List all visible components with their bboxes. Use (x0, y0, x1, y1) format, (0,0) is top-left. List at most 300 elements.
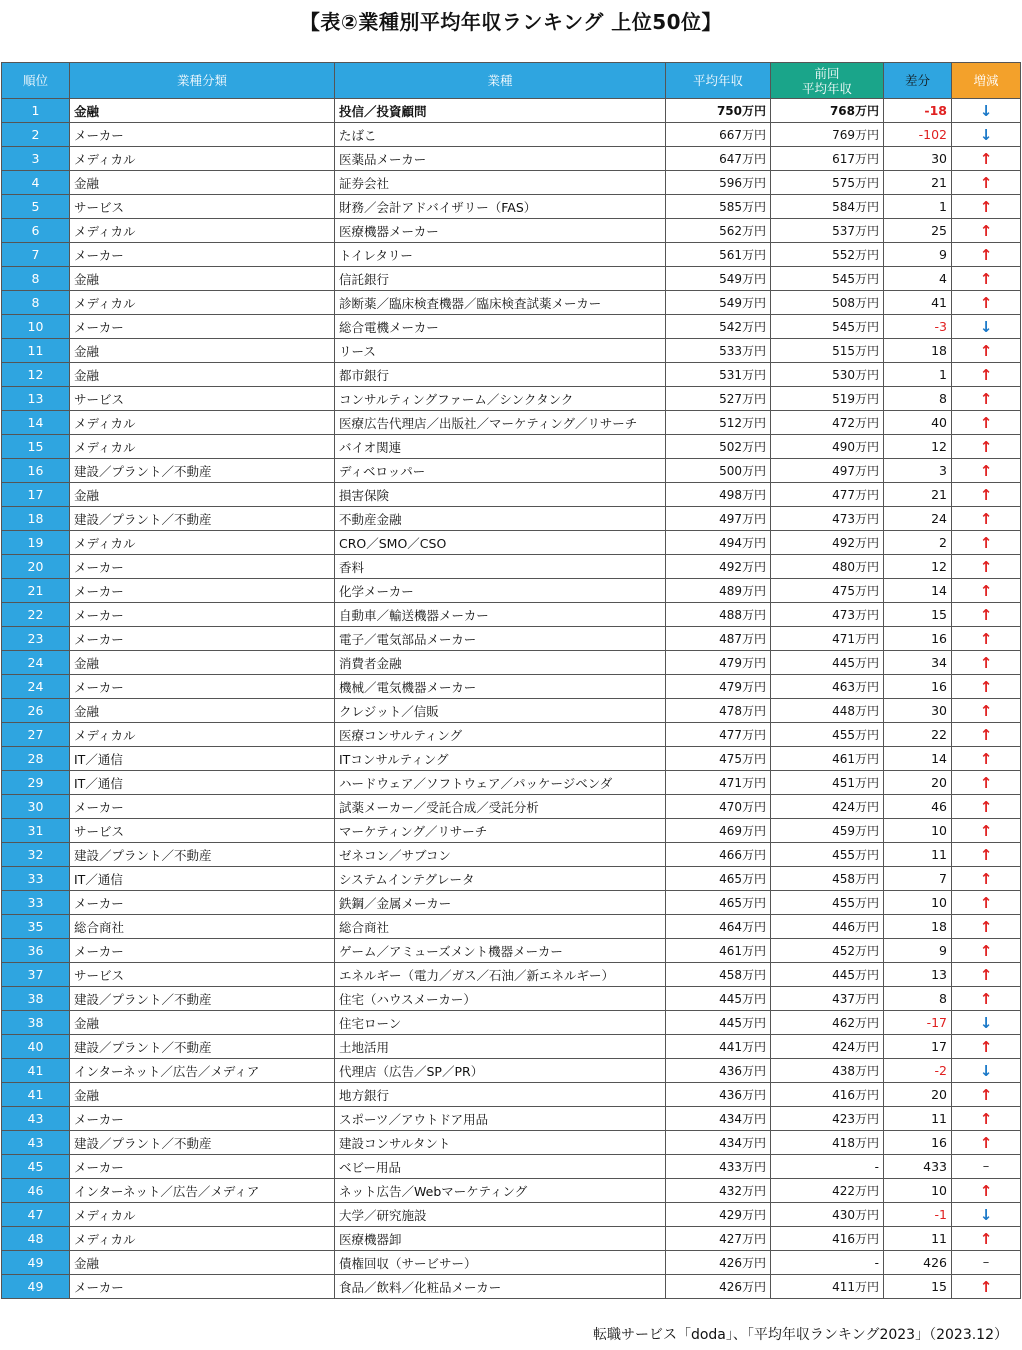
industry-cell: 自動車／輸送機器メーカー (335, 603, 666, 627)
previous-salary-cell: 545万円 (771, 267, 884, 291)
rank-cell: 26 (2, 699, 70, 723)
table-row (2, 123, 1021, 147)
industry-cell: 土地活用 (335, 1035, 666, 1059)
category-cell: 建設／プラント／不動産 (70, 507, 335, 531)
category-cell: メディカル (70, 1227, 335, 1251)
category-cell: メーカー (70, 1275, 335, 1299)
diff-cell: 8 (884, 987, 952, 1011)
table-row (2, 1035, 1021, 1059)
category-cell: メディカル (70, 411, 335, 435)
arrow-down-icon: ↓ (952, 315, 1021, 339)
arrow-down-icon: ↓ (952, 123, 1021, 147)
rank-cell: 23 (2, 627, 70, 651)
arrow-up-icon: ↑ (952, 555, 1021, 579)
industry-cell: 不動産金融 (335, 507, 666, 531)
salary-cell: 427万円 (666, 1227, 771, 1251)
previous-salary-cell: 769万円 (771, 123, 884, 147)
salary-cell: 436万円 (666, 1059, 771, 1083)
previous-salary-cell: 519万円 (771, 387, 884, 411)
rank-cell: 7 (2, 243, 70, 267)
previous-salary-cell: 545万円 (771, 315, 884, 339)
salary-cell: 426万円 (666, 1251, 771, 1275)
category-cell: 総合商社 (70, 915, 335, 939)
salary-cell: 561万円 (666, 243, 771, 267)
previous-salary-cell: 575万円 (771, 171, 884, 195)
arrow-up-icon: ↑ (952, 603, 1021, 627)
diff-cell: 3 (884, 459, 952, 483)
table-row (2, 363, 1021, 387)
diff-cell: 12 (884, 435, 952, 459)
category-cell: 建設／プラント／不動産 (70, 843, 335, 867)
diff-cell: 16 (884, 675, 952, 699)
category-cell: 建設／プラント／不動産 (70, 459, 335, 483)
industry-cell: 医療広告代理店／出版社／マーケティング／リサーチ (335, 411, 666, 435)
arrow-up-icon: ↑ (952, 747, 1021, 771)
category-cell: 金融 (70, 651, 335, 675)
table-row (2, 1107, 1021, 1131)
industry-cell: 投信／投資顧問 (335, 99, 666, 123)
salary-cell: 479万円 (666, 675, 771, 699)
table-row (2, 1083, 1021, 1107)
category-cell: メーカー (70, 123, 335, 147)
previous-salary-cell: 448万円 (771, 699, 884, 723)
ranking-table (1, 62, 1021, 1299)
rank-cell: 49 (2, 1275, 70, 1299)
table-row (2, 411, 1021, 435)
industry-cell: 証券会社 (335, 171, 666, 195)
industry-cell: 診断薬／臨床検査機器／臨床検査試薬メーカー (335, 291, 666, 315)
ranking-rows (2, 99, 1021, 1299)
rank-cell: 16 (2, 459, 70, 483)
rank-cell: 24 (2, 675, 70, 699)
diff-cell: -102 (884, 123, 952, 147)
industry-cell: ハードウェア／ソフトウェア／パッケージベンダ (335, 771, 666, 795)
category-cell: 金融 (70, 171, 335, 195)
category-cell: メディカル (70, 1203, 335, 1227)
rank-cell: 11 (2, 339, 70, 363)
salary-cell: 466万円 (666, 843, 771, 867)
salary-cell: 667万円 (666, 123, 771, 147)
diff-cell: 14 (884, 579, 952, 603)
industry-cell: コンサルティングファーム／シンクタンク (335, 387, 666, 411)
salary-cell: 562万円 (666, 219, 771, 243)
table-row (2, 555, 1021, 579)
table-row (2, 987, 1021, 1011)
arrow-up-icon: ↑ (952, 1227, 1021, 1251)
industry-cell: たばこ (335, 123, 666, 147)
arrow-up-icon: ↑ (952, 723, 1021, 747)
salary-cell: 478万円 (666, 699, 771, 723)
salary-cell: 432万円 (666, 1179, 771, 1203)
arrow-up-icon: ↑ (952, 867, 1021, 891)
category-cell: 建設／プラント／不動産 (70, 987, 335, 1011)
industry-cell: 食品／飲料／化粧品メーカー (335, 1275, 666, 1299)
salary-cell: 549万円 (666, 291, 771, 315)
arrow-up-icon: ↑ (952, 531, 1021, 555)
arrow-up-icon: ↑ (952, 1275, 1021, 1299)
diff-cell: 21 (884, 483, 952, 507)
category-cell: メーカー (70, 1107, 335, 1131)
table-row (2, 291, 1021, 315)
salary-cell: 750万円 (666, 99, 771, 123)
rank-cell: 38 (2, 1011, 70, 1035)
table-row (2, 747, 1021, 771)
category-cell: 金融 (70, 339, 335, 363)
industry-cell: 鉄鋼／金属メーカー (335, 891, 666, 915)
diff-cell: 40 (884, 411, 952, 435)
previous-salary-cell: 455万円 (771, 891, 884, 915)
category-cell: 金融 (70, 1083, 335, 1107)
table-row (2, 267, 1021, 291)
industry-cell: 損害保険 (335, 483, 666, 507)
table-row (2, 795, 1021, 819)
rank-cell: 3 (2, 147, 70, 171)
table-row (2, 963, 1021, 987)
rank-cell: 12 (2, 363, 70, 387)
page-title: 【表②業種別平均年収ランキング 上位50位】 (299, 10, 723, 34)
arrow-up-icon: ↑ (952, 267, 1021, 291)
salary-cell: 498万円 (666, 483, 771, 507)
category-cell: メディカル (70, 147, 335, 171)
diff-cell: 24 (884, 507, 952, 531)
industry-cell: エネルギー（電力／ガス／石油／新エネルギー） (335, 963, 666, 987)
previous-salary-cell: 584万円 (771, 195, 884, 219)
table-row (2, 891, 1021, 915)
industry-cell: 信託銀行 (335, 267, 666, 291)
diff-cell: 41 (884, 291, 952, 315)
dash-icon: – (952, 1251, 1021, 1275)
previous-salary-cell: 537万円 (771, 219, 884, 243)
previous-salary-cell: 430万円 (771, 1203, 884, 1227)
arrow-down-icon: ↓ (952, 99, 1021, 123)
diff-cell: 9 (884, 243, 952, 267)
industry-cell: 消費者金融 (335, 651, 666, 675)
table-row (2, 315, 1021, 339)
table-row (2, 459, 1021, 483)
arrow-up-icon: ↑ (952, 651, 1021, 675)
table-row (2, 867, 1021, 891)
rank-cell: 28 (2, 747, 70, 771)
rank-cell: 43 (2, 1131, 70, 1155)
category-cell: IT／通信 (70, 747, 335, 771)
salary-cell: 458万円 (666, 963, 771, 987)
previous-salary-cell: 411万円 (771, 1275, 884, 1299)
rank-cell: 22 (2, 603, 70, 627)
table-row (2, 1059, 1021, 1083)
industry-cell: 香料 (335, 555, 666, 579)
table-row (2, 819, 1021, 843)
category-cell: 金融 (70, 1251, 335, 1275)
salary-header: 平均年収 (666, 63, 771, 99)
table-row (2, 1251, 1021, 1275)
industry-cell: 住宅ローン (335, 1011, 666, 1035)
table-row (2, 195, 1021, 219)
table-row (2, 147, 1021, 171)
salary-cell: 527万円 (666, 387, 771, 411)
previous-salary-cell: 472万円 (771, 411, 884, 435)
previous-salary-header (771, 63, 884, 99)
salary-cell: 464万円 (666, 915, 771, 939)
arrow-down-icon: ↓ (952, 1011, 1021, 1035)
category-cell: メーカー (70, 603, 335, 627)
table-row (2, 1275, 1021, 1299)
previous-salary-cell: 475万円 (771, 579, 884, 603)
category-cell: メーカー (70, 891, 335, 915)
diff-cell: 18 (884, 915, 952, 939)
salary-cell: 426万円 (666, 1275, 771, 1299)
salary-cell: 471万円 (666, 771, 771, 795)
category-cell: メーカー (70, 243, 335, 267)
diff-cell: 15 (884, 603, 952, 627)
table-row (2, 219, 1021, 243)
rank-cell: 40 (2, 1035, 70, 1059)
category-cell: IT／通信 (70, 771, 335, 795)
category-cell: メーカー (70, 555, 335, 579)
arrow-up-icon: ↑ (952, 1035, 1021, 1059)
category-cell: 金融 (70, 483, 335, 507)
arrow-down-icon: ↓ (952, 1203, 1021, 1227)
category-cell: 金融 (70, 699, 335, 723)
salary-cell: 477万円 (666, 723, 771, 747)
category-cell: 金融 (70, 1011, 335, 1035)
salary-cell: 497万円 (666, 507, 771, 531)
industry-cell: CRO／SMO／CSO (335, 531, 666, 555)
diff-cell: 25 (884, 219, 952, 243)
diff-cell: 4 (884, 267, 952, 291)
table-row (2, 699, 1021, 723)
rank-cell: 18 (2, 507, 70, 531)
industry-cell: 地方銀行 (335, 1083, 666, 1107)
rank-cell: 6 (2, 219, 70, 243)
industry-cell: 医療機器卸 (335, 1227, 666, 1251)
table-row (2, 387, 1021, 411)
rank-cell: 29 (2, 771, 70, 795)
industry-cell: 電子／電気部品メーカー (335, 627, 666, 651)
diff-cell: 2 (884, 531, 952, 555)
salary-cell: 542万円 (666, 315, 771, 339)
rank-cell: 41 (2, 1059, 70, 1083)
category-cell: 建設／プラント／不動産 (70, 1131, 335, 1155)
table-row (2, 243, 1021, 267)
diff-cell: -17 (884, 1011, 952, 1035)
category-cell: メーカー (70, 1155, 335, 1179)
trend-header: 増減 (952, 63, 1021, 99)
industry-cell: 大学／研究施設 (335, 1203, 666, 1227)
rank-cell: 14 (2, 411, 70, 435)
industry-cell: ネット広告／Webマーケティング (335, 1179, 666, 1203)
previous-salary-cell: 473万円 (771, 603, 884, 627)
industry-cell: 機械／電気機器メーカー (335, 675, 666, 699)
salary-cell: 533万円 (666, 339, 771, 363)
table-row (2, 771, 1021, 795)
industry-cell: 総合商社 (335, 915, 666, 939)
arrow-up-icon: ↑ (952, 339, 1021, 363)
category-cell: メディカル (70, 219, 335, 243)
rank-cell: 46 (2, 1179, 70, 1203)
salary-cell: 492万円 (666, 555, 771, 579)
arrow-up-icon: ↑ (952, 939, 1021, 963)
arrow-up-icon: ↑ (952, 819, 1021, 843)
industry-header: 業種 (335, 63, 666, 99)
rank-cell: 35 (2, 915, 70, 939)
category-header: 業種分類 (70, 63, 335, 99)
salary-cell: 502万円 (666, 435, 771, 459)
diff-cell: 20 (884, 1083, 952, 1107)
rank-cell: 27 (2, 723, 70, 747)
rank-cell: 37 (2, 963, 70, 987)
previous-salary-cell: 617万円 (771, 147, 884, 171)
arrow-up-icon: ↑ (952, 1083, 1021, 1107)
dash-icon: – (952, 1155, 1021, 1179)
arrow-up-icon: ↑ (952, 771, 1021, 795)
salary-cell: 531万円 (666, 363, 771, 387)
rank-cell: 15 (2, 435, 70, 459)
arrow-up-icon: ↑ (952, 627, 1021, 651)
industry-cell: ベビー用品 (335, 1155, 666, 1179)
arrow-up-icon: ↑ (952, 459, 1021, 483)
diff-cell: -2 (884, 1059, 952, 1083)
previous-salary-cell: 473万円 (771, 507, 884, 531)
diff-cell: 46 (884, 795, 952, 819)
previous-salary-cell: 451万円 (771, 771, 884, 795)
salary-cell: 434万円 (666, 1107, 771, 1131)
diff-cell: 10 (884, 891, 952, 915)
salary-cell: 465万円 (666, 867, 771, 891)
arrow-up-icon: ↑ (952, 195, 1021, 219)
diff-cell: 16 (884, 1131, 952, 1155)
table-row (2, 651, 1021, 675)
table-row (2, 1179, 1021, 1203)
salary-cell: 500万円 (666, 459, 771, 483)
diff-cell: 10 (884, 1179, 952, 1203)
category-cell: メーカー (70, 579, 335, 603)
table-row (2, 723, 1021, 747)
previous-salary-cell: 480万円 (771, 555, 884, 579)
industry-cell: マーケティング／リサーチ (335, 819, 666, 843)
table-row (2, 627, 1021, 651)
arrow-up-icon: ↑ (952, 483, 1021, 507)
category-cell: メディカル (70, 723, 335, 747)
table-row (2, 939, 1021, 963)
diff-cell: 7 (884, 867, 952, 891)
category-cell: メーカー (70, 939, 335, 963)
previous-salary-cell: 552万円 (771, 243, 884, 267)
rank-cell: 38 (2, 987, 70, 1011)
arrow-up-icon: ↑ (952, 987, 1021, 1011)
rank-cell: 30 (2, 795, 70, 819)
diff-cell: 10 (884, 819, 952, 843)
previous-salary-cell: 416万円 (771, 1083, 884, 1107)
previous-salary-cell: 461万円 (771, 747, 884, 771)
salary-cell: 487万円 (666, 627, 771, 651)
previous-salary-cell: 530万円 (771, 363, 884, 387)
rank-cell: 31 (2, 819, 70, 843)
salary-cell: 512万円 (666, 411, 771, 435)
diff-cell: 12 (884, 555, 952, 579)
category-cell: IT／通信 (70, 867, 335, 891)
table-row (2, 339, 1021, 363)
rank-cell: 47 (2, 1203, 70, 1227)
previous-salary-cell: 423万円 (771, 1107, 884, 1131)
diff-cell: 1 (884, 195, 952, 219)
diff-cell: 17 (884, 1035, 952, 1059)
category-cell: サービス (70, 195, 335, 219)
salary-cell: 429万円 (666, 1203, 771, 1227)
industry-cell: システムインテグレータ (335, 867, 666, 891)
previous-salary-cell: 490万円 (771, 435, 884, 459)
industry-cell: 試薬メーカー／受託合成／受託分析 (335, 795, 666, 819)
diff-cell: 16 (884, 627, 952, 651)
salary-cell: 469万円 (666, 819, 771, 843)
rank-cell: 32 (2, 843, 70, 867)
previous-salary-cell: 455万円 (771, 843, 884, 867)
previous-salary-cell: 445万円 (771, 963, 884, 987)
salary-cell: 494万円 (666, 531, 771, 555)
previous-salary-cell: 452万円 (771, 939, 884, 963)
previous-salary-cell: 492万円 (771, 531, 884, 555)
rank-cell: 8 (2, 291, 70, 315)
rank-cell: 4 (2, 171, 70, 195)
table-row (2, 99, 1021, 123)
previous-salary-cell: 477万円 (771, 483, 884, 507)
diff-cell: 8 (884, 387, 952, 411)
previous-salary-cell: 418万円 (771, 1131, 884, 1155)
rank-cell: 13 (2, 387, 70, 411)
source-note: 転職サービス「doda」、「平均年収ランキング2023」（2023.12） (592, 1327, 1008, 1343)
table-row (2, 531, 1021, 555)
rank-cell: 5 (2, 195, 70, 219)
arrow-up-icon: ↑ (952, 699, 1021, 723)
rank-cell: 20 (2, 555, 70, 579)
arrow-up-icon: ↑ (952, 435, 1021, 459)
table-row (2, 915, 1021, 939)
diff-cell: 21 (884, 171, 952, 195)
rank-cell: 24 (2, 651, 70, 675)
diff-cell: 22 (884, 723, 952, 747)
diff-cell: 18 (884, 339, 952, 363)
table-row (2, 1227, 1021, 1251)
arrow-up-icon: ↑ (952, 915, 1021, 939)
salary-cell: 465万円 (666, 891, 771, 915)
previous-salary-cell: 438万円 (771, 1059, 884, 1083)
arrow-up-icon: ↑ (952, 579, 1021, 603)
diff-cell: 34 (884, 651, 952, 675)
table-row (2, 675, 1021, 699)
industry-cell: バイオ関連 (335, 435, 666, 459)
previous-salary-cell: 445万円 (771, 651, 884, 675)
salary-cell: 470万円 (666, 795, 771, 819)
salary-cell: 433万円 (666, 1155, 771, 1179)
industry-cell: 都市銀行 (335, 363, 666, 387)
salary-cell: 445万円 (666, 1011, 771, 1035)
category-cell: 建設／プラント／不動産 (70, 1035, 335, 1059)
industry-cell: 代理店（広告／SP／PR） (335, 1059, 666, 1083)
previous-salary-header-line2: 平均年収 (801, 80, 852, 96)
arrow-up-icon: ↑ (952, 1131, 1021, 1155)
category-cell: メディカル (70, 291, 335, 315)
previous-salary-cell: 424万円 (771, 1035, 884, 1059)
industry-cell: 財務／会計アドバイザリー（FAS） (335, 195, 666, 219)
previous-salary-cell: 471万円 (771, 627, 884, 651)
category-cell: インターネット／広告／メディア (70, 1059, 335, 1083)
category-cell: メーカー (70, 315, 335, 339)
category-cell: 金融 (70, 267, 335, 291)
rank-cell: 21 (2, 579, 70, 603)
diff-cell: 433 (884, 1155, 952, 1179)
industry-cell: ゲーム／アミューズメント機器メーカー (335, 939, 666, 963)
salary-cell: 461万円 (666, 939, 771, 963)
table-row (2, 483, 1021, 507)
